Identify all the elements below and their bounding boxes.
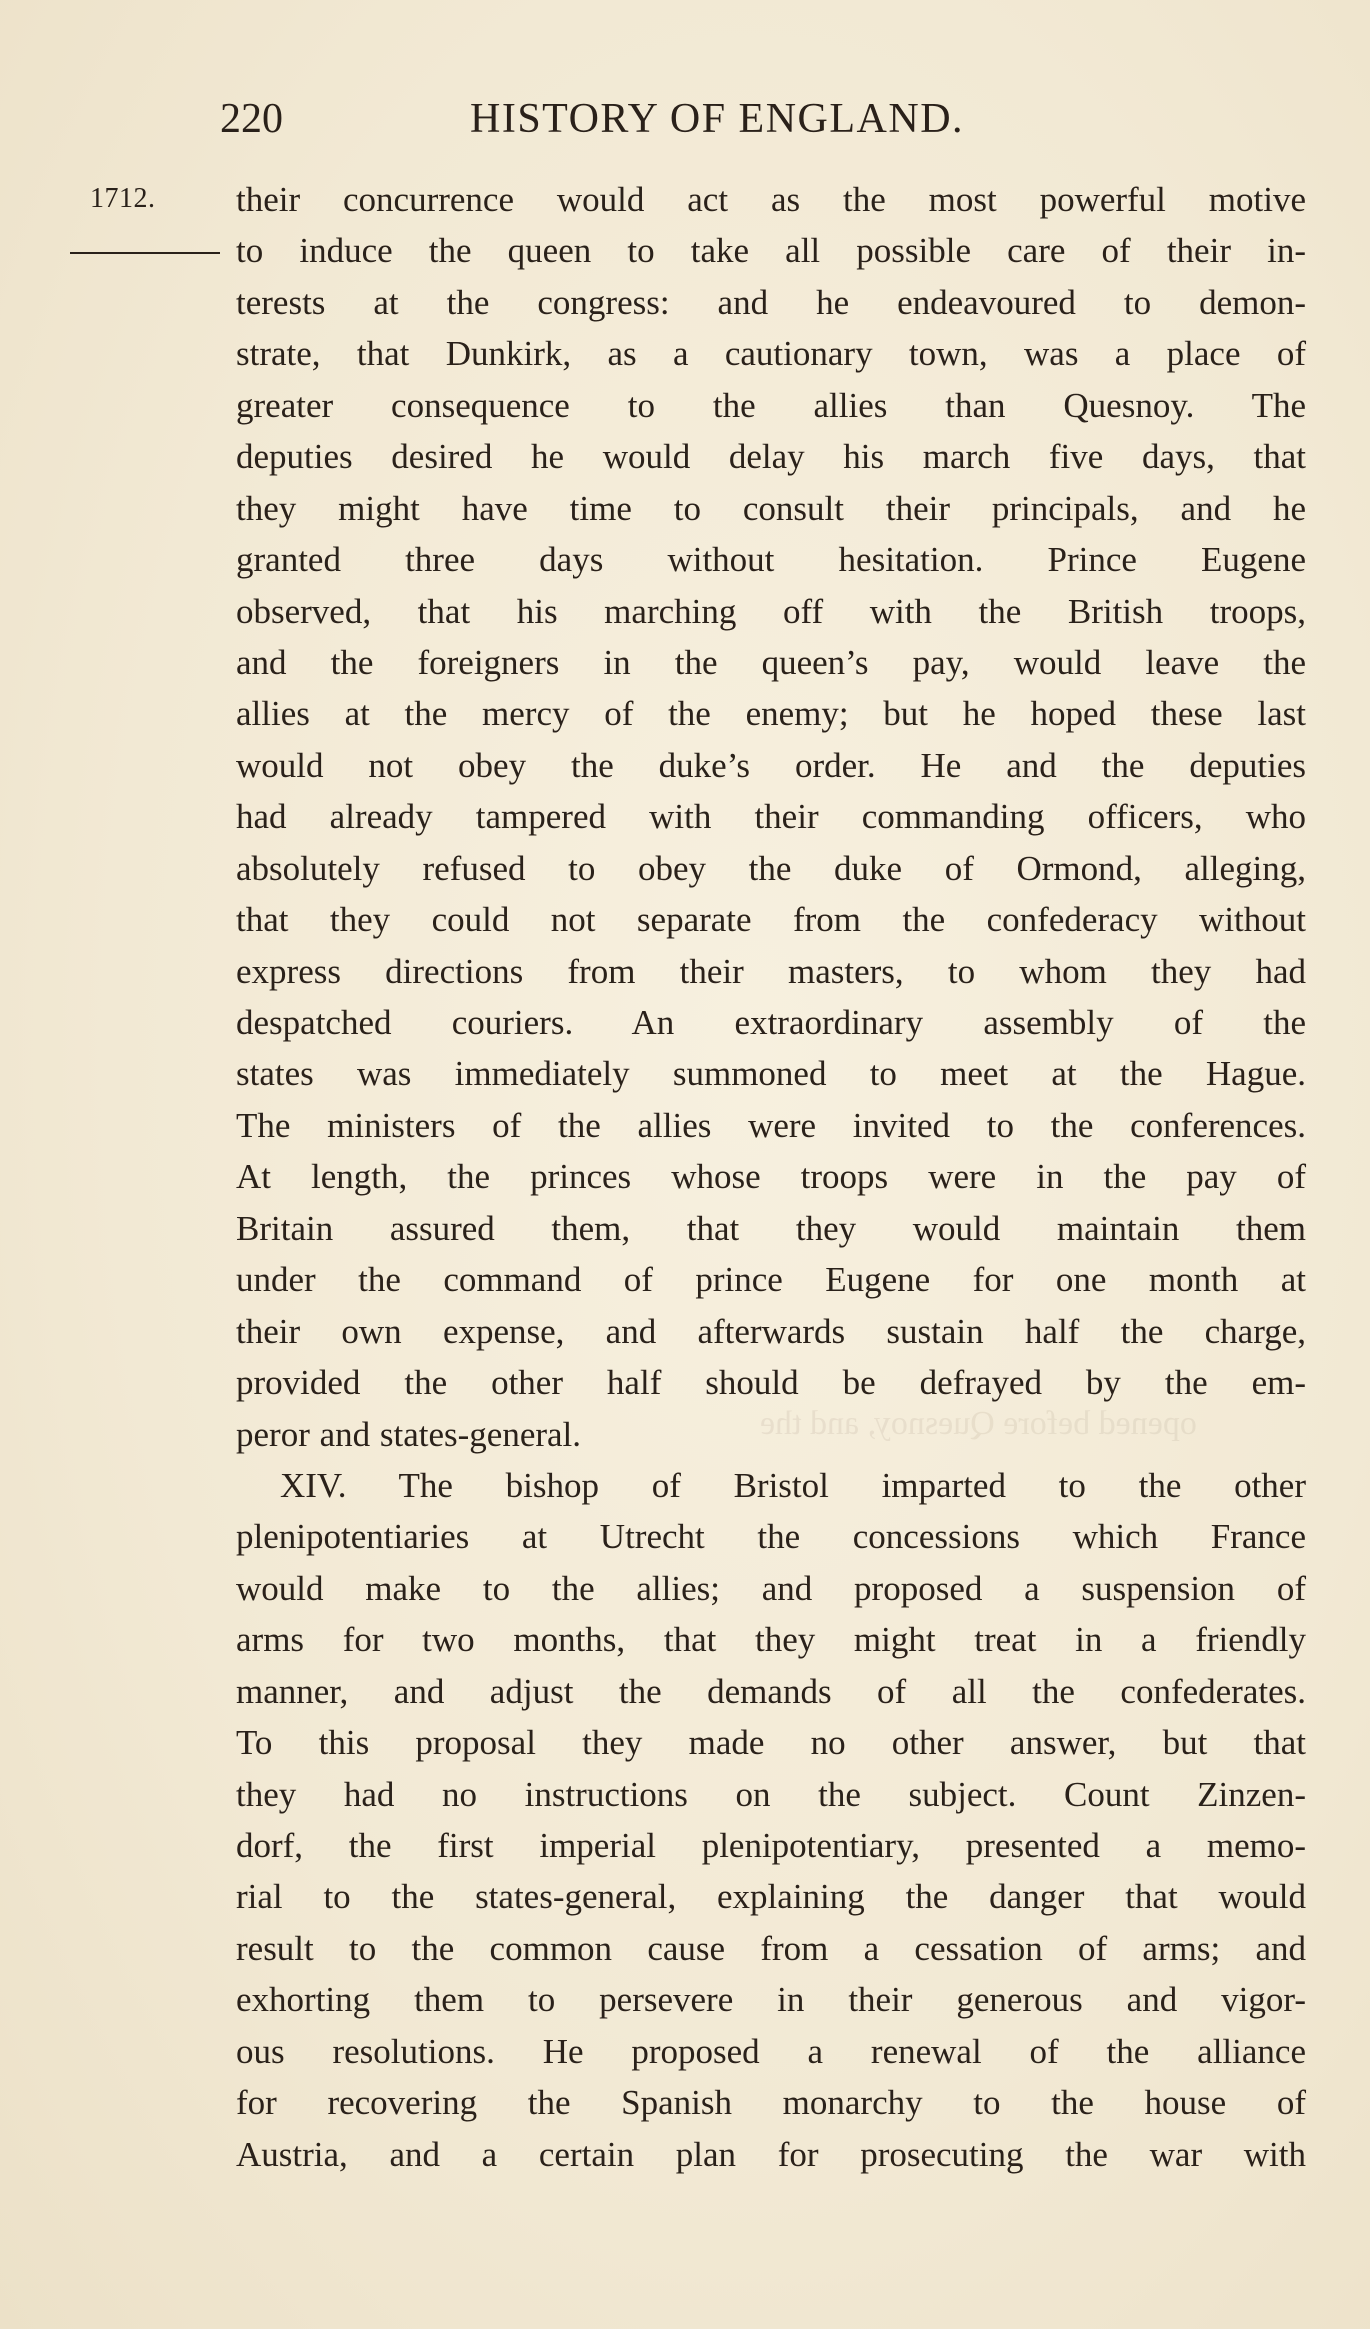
text-line: allies at the mercy of the enemy; but he hoped these last xyxy=(236,694,1306,734)
text-line: for recovering the Spanish monarchy to the house of xyxy=(236,2083,1306,2123)
text-line: states was immediately summoned to meet at the Hague. xyxy=(236,1054,1306,1094)
text-line: exhorting them to persevere in their generous and vigor- xyxy=(236,1980,1306,2020)
text-line: they might have time to consult their principals, and he xyxy=(236,488,1306,528)
text-line: To this proposal they made no other answer, but that xyxy=(236,1723,1306,1763)
text-line: had already tampered with their commanding officers, who xyxy=(236,797,1306,837)
text-line: observed, that his marching off with the British troops, xyxy=(236,591,1306,631)
text-line: Britain assured them, that they would maintain them xyxy=(236,1208,1306,1248)
text-line: that they could not separate from the confederacy without xyxy=(236,900,1306,940)
text-line: result to the common cause from a cessation of arms; and xyxy=(236,1928,1306,1968)
text-line: dorf, the first imperial plenipotentiary, presented a memo- xyxy=(236,1826,1306,1865)
text-line: The ministers of the allies were invited to the conferences. xyxy=(236,1105,1306,1145)
text-line: rial to the states-general, explaining the danger that would xyxy=(236,1877,1306,1917)
text-line: manner, and adjust the demands of all the confederates. xyxy=(236,1671,1306,1711)
page-header xyxy=(220,95,1300,155)
text-line: At length, the princes whose troops were in the pay of xyxy=(236,1157,1306,1197)
text-line: plenipotentiaries at Utrecht the concessions which France xyxy=(236,1517,1306,1557)
text-line: ous resolutions. He proposed a renewal of the alliance xyxy=(236,2031,1306,2071)
text-line: provided the other half should be defrayed by the em- xyxy=(236,1363,1306,1403)
body-text xyxy=(236,174,1306,2180)
text-line: greater consequence to the allies than Quesnoy. The xyxy=(236,385,1306,425)
text-line: they had no instructions on the subject. Count Zinzen- xyxy=(236,1774,1306,1814)
text-line: absolutely refused to obey the duke of Ormond, alleging, xyxy=(236,848,1306,888)
text-line: express directions from their masters, to whom they had xyxy=(236,951,1306,991)
text-line: Austria, and a certain plan for prosecuting the war with xyxy=(236,2134,1306,2174)
text-line: their concurrence would act as the most powerful motive xyxy=(236,180,1306,219)
page-number: 220 xyxy=(220,96,283,142)
section-start-line: XIV. The bishop of Bristol imparted to the other xyxy=(280,1465,1306,1505)
text-line: peror and states-general. xyxy=(236,1414,582,1454)
text-line: and the foreigners in the queen’s pay, would leave the xyxy=(236,642,1306,682)
margin-year: 1712. xyxy=(90,183,156,214)
text-line: under the command of prince Eugene for one month at xyxy=(236,1260,1306,1300)
text-line: strate, that Dunkirk, as a cautionary town, was a place of xyxy=(236,334,1306,374)
text-line: their own expense, and afterwards sustain half the charge, xyxy=(236,1311,1306,1351)
running-title: HISTORY OF ENGLAND. xyxy=(470,96,965,142)
text-line: terests at the congress: and he endeavoured to demon- xyxy=(236,282,1306,322)
text-line: would make to the allies; and proposed a suspension of xyxy=(236,1568,1306,1608)
text-line: arms for two months, that they might treat in a friendly xyxy=(236,1620,1306,1660)
text-line: granted three days without hesitation. Prince Eugene xyxy=(236,540,1306,580)
text-line: despatched couriers. An extraordinary assembly of the xyxy=(236,1003,1306,1042)
margin-rule xyxy=(70,252,220,254)
text-line: to induce the queen to take all possible care of their in- xyxy=(236,231,1306,271)
text-line: deputies desired he would delay his march five days, that xyxy=(236,437,1306,477)
show-through-text: opened before Quesnoy, and the xyxy=(760,1405,1197,1442)
text-line: would not obey the duke’s order. He and the deputies xyxy=(236,745,1306,785)
